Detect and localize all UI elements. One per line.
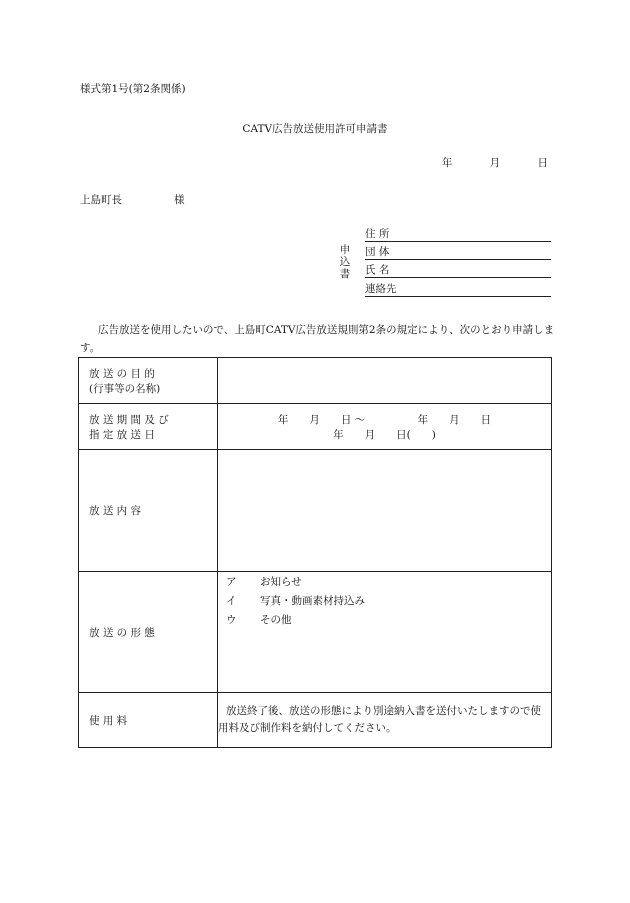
date-day-label: 日 (537, 157, 548, 169)
applicant-name-field[interactable] (365, 263, 551, 278)
applicant-contact-field[interactable] (365, 282, 551, 297)
format-option-key: ア (226, 576, 237, 588)
purpose-label-line1: 放 送 の 目 的 (89, 367, 155, 380)
intro-text: 広告放送を使用したいので、上島町CATV広告放送規則第2条の規定により、次のとおり申請します。 (80, 324, 555, 354)
applicant-contact-label: 連絡先 (365, 283, 397, 295)
table-row-period (79, 404, 552, 450)
purpose-input[interactable] (218, 358, 552, 404)
table-row-purpose (79, 358, 552, 404)
date-line (420, 155, 548, 170)
table-row-fee (79, 693, 552, 748)
period-range-line: 年 月 日 ～ 年 月 日 (277, 413, 492, 426)
period-label-cell (79, 404, 218, 450)
table-row-content (79, 450, 552, 572)
fee-label: 使 用 料 (79, 693, 218, 748)
fee-text: 放送終了後、放送の形態により別途納入書を送付いたしますので使用料及び制作料を納付してください。 (218, 693, 552, 748)
period-designated-day-line: 年 月 日( ) (333, 428, 436, 441)
period-label-line2: 指 定 放 送 日 (89, 428, 155, 441)
period-input[interactable] (218, 404, 552, 450)
format-option-key: ウ (226, 614, 237, 626)
applicant-organization-field[interactable] (365, 245, 551, 260)
addressee (80, 192, 185, 207)
purpose-label-cell (79, 358, 218, 404)
addressee-honorific: 様 (174, 194, 185, 206)
content-input[interactable] (218, 450, 552, 572)
application-table (78, 357, 552, 748)
format-option-key: イ (226, 595, 237, 607)
applicant-address-label: 住 所 (365, 228, 390, 240)
format-label: 放 送 の 形 態 (79, 572, 218, 693)
purpose-label-line2: (行事等の名称) (89, 382, 161, 395)
format-option-text: お知らせ (260, 576, 302, 588)
format-option-text: その他 (260, 614, 292, 626)
format-option-i[interactable] (218, 592, 551, 611)
addressee-name: 上島町長 (80, 194, 122, 206)
form-number: 様式第1号(第2条関係) (80, 83, 186, 95)
applicant-name-label: 氏 名 (365, 264, 390, 276)
table-row-format (79, 572, 552, 693)
document-title: CATV広告放送使用許可申請書 (242, 123, 388, 135)
applicant-vertical-label: 申込書 (339, 244, 351, 280)
content-label: 放 送 内 容 (79, 450, 218, 572)
format-option-a[interactable] (218, 573, 551, 592)
format-option-u[interactable] (218, 611, 551, 630)
date-month-label: 月 (489, 157, 501, 169)
period-label-line1: 放 送 期 間 及 び (89, 413, 169, 426)
format-options-cell (218, 572, 552, 693)
applicant-address-field[interactable] (365, 227, 551, 242)
format-option-text: 写真・動画素材持込み (260, 595, 365, 607)
date-year-label: 年 (441, 157, 453, 169)
applicant-organization-label: 団 体 (365, 246, 390, 258)
